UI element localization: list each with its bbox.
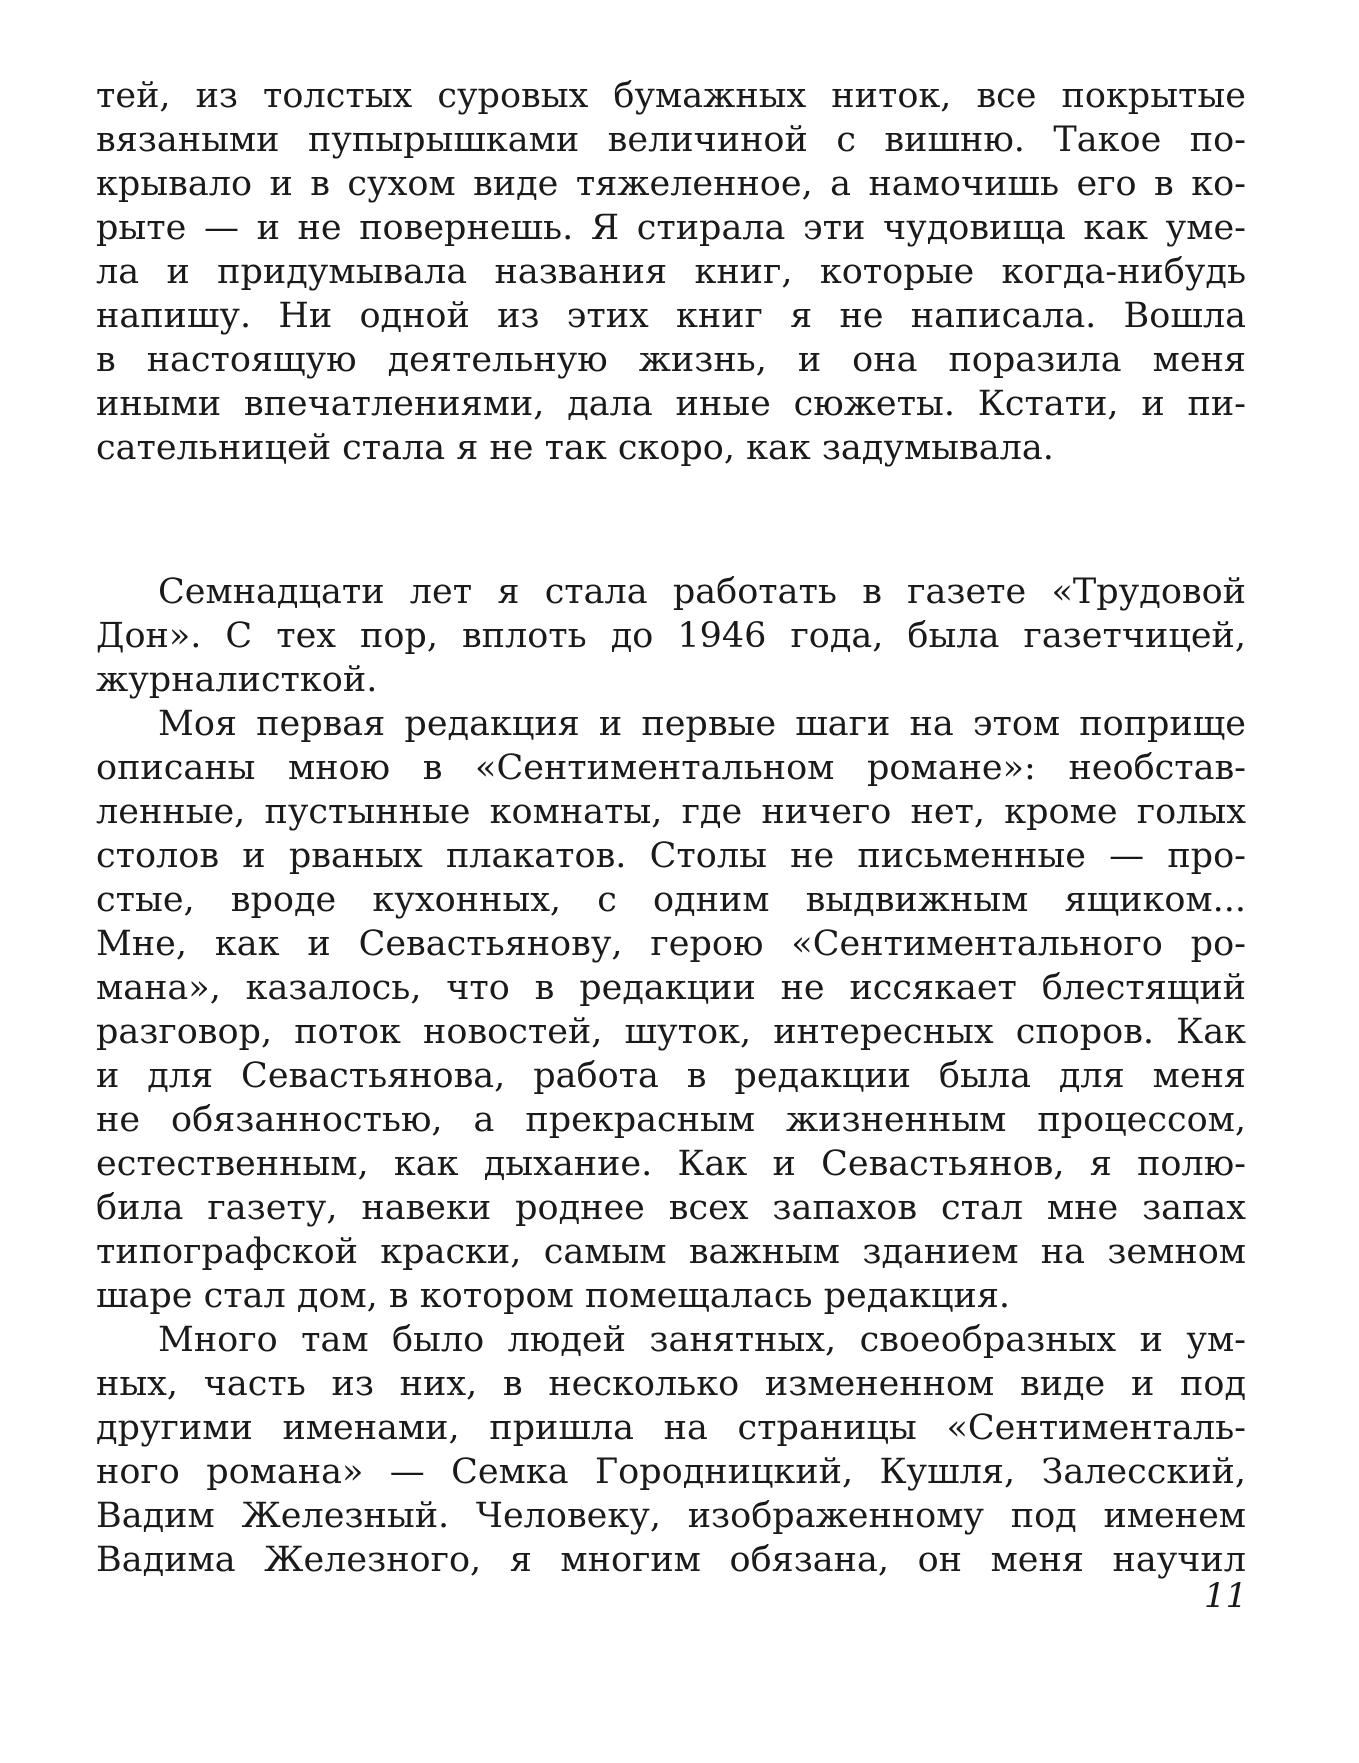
text-line: не обязанностью, а прекрасным жизненным процессом,: [96, 1100, 1246, 1140]
text-line: в настоящую деятельную жизнь, и она поразила меня: [96, 340, 1246, 380]
text-line: столов и рваных плакатов. Столы не письменные — про-: [96, 836, 1246, 876]
text-line: стые, вроде кухонных, с одним выдвижным ящиком...: [96, 880, 1246, 920]
text-line: естественным, как дыхание. Как и Севастьянов, я полю-: [96, 1144, 1246, 1184]
page-text: [96, 74, 1246, 1582]
text-line: напишу. Ни одной из этих книг я не написала. Вошла: [96, 296, 1246, 336]
text-line: Много там было людей занятных, своеобразных и ум-: [158, 1320, 1246, 1360]
text-line: тей, из толстых суровых бумажных ниток, все покрытые: [96, 76, 1246, 116]
text-line: ного романа» — Семка Городницкий, Кушля, Залесский,: [96, 1452, 1246, 1492]
text-line: мана», казалось, что в редакции не иссякает блестящий: [96, 968, 1246, 1008]
paragraph-2: [96, 570, 1246, 702]
text-line: типографской краски, самым важным зданием на земном: [96, 1232, 1246, 1272]
text-line: ленные, пустынные комнаты, где ничего нет, кроме голых: [96, 792, 1246, 832]
text-line: другими именами, пришла на страницы «Сентименталь-: [96, 1408, 1246, 1448]
text-line: Моя первая редакция и первые шаги на этом поприще: [158, 704, 1246, 744]
text-line: Вадим Железный. Человеку, изображенному под именем: [96, 1496, 1246, 1536]
text-line: сательницей стала я не так скоро, как задумывала.: [96, 428, 1054, 468]
text-line: описаны мною в «Сентиментальном романе»: необстав-: [96, 748, 1246, 788]
text-line: шаре стал дом, в котором помещалась редакция.: [96, 1276, 1011, 1316]
text-line: ных, часть из них, в несколько измененном виде и под: [96, 1364, 1246, 1404]
page-number: 11: [1204, 1576, 1248, 1616]
text-line: иными впечатлениями, дала иные сюжеты. Кстати, и пи-: [96, 384, 1246, 424]
text-line: разговор, поток новостей, шуток, интересных споров. Как: [96, 1012, 1246, 1052]
paragraph-3: [96, 702, 1246, 1318]
text-line: ла и придумывала названия книг, которые когда-нибудь: [96, 252, 1246, 292]
text-line: рыте — и не повернешь. Я стирала эти чудовища как уме-: [96, 208, 1246, 248]
paragraph-4: [96, 1318, 1246, 1582]
text-line: Семнадцати лет я стала работать в газете «Трудовой: [158, 572, 1246, 612]
text-line: и для Севастьянова, работа в редакции была для меня: [96, 1056, 1246, 1096]
section-break: [96, 470, 1246, 570]
text-line: крывало и в сухом виде тяжеленное, а намочишь его в ко-: [96, 164, 1246, 204]
paragraph-1: [96, 74, 1246, 470]
text-line: Вадима Железного, я многим обязана, он меня научил: [96, 1540, 1246, 1580]
text-line: Дон». С тех пор, вплоть до 1946 года, была газетчицей,: [96, 616, 1246, 656]
text-line: Мне, как и Севастьянову, герою «Сентиментального ро-: [96, 924, 1246, 964]
text-line: била газету, навеки роднее всех запахов стал мне запах: [96, 1188, 1246, 1228]
text-line: вязаными пупырышками величиной с вишню. Такое по-: [96, 120, 1246, 160]
text-line: журналисткой.: [96, 660, 378, 700]
